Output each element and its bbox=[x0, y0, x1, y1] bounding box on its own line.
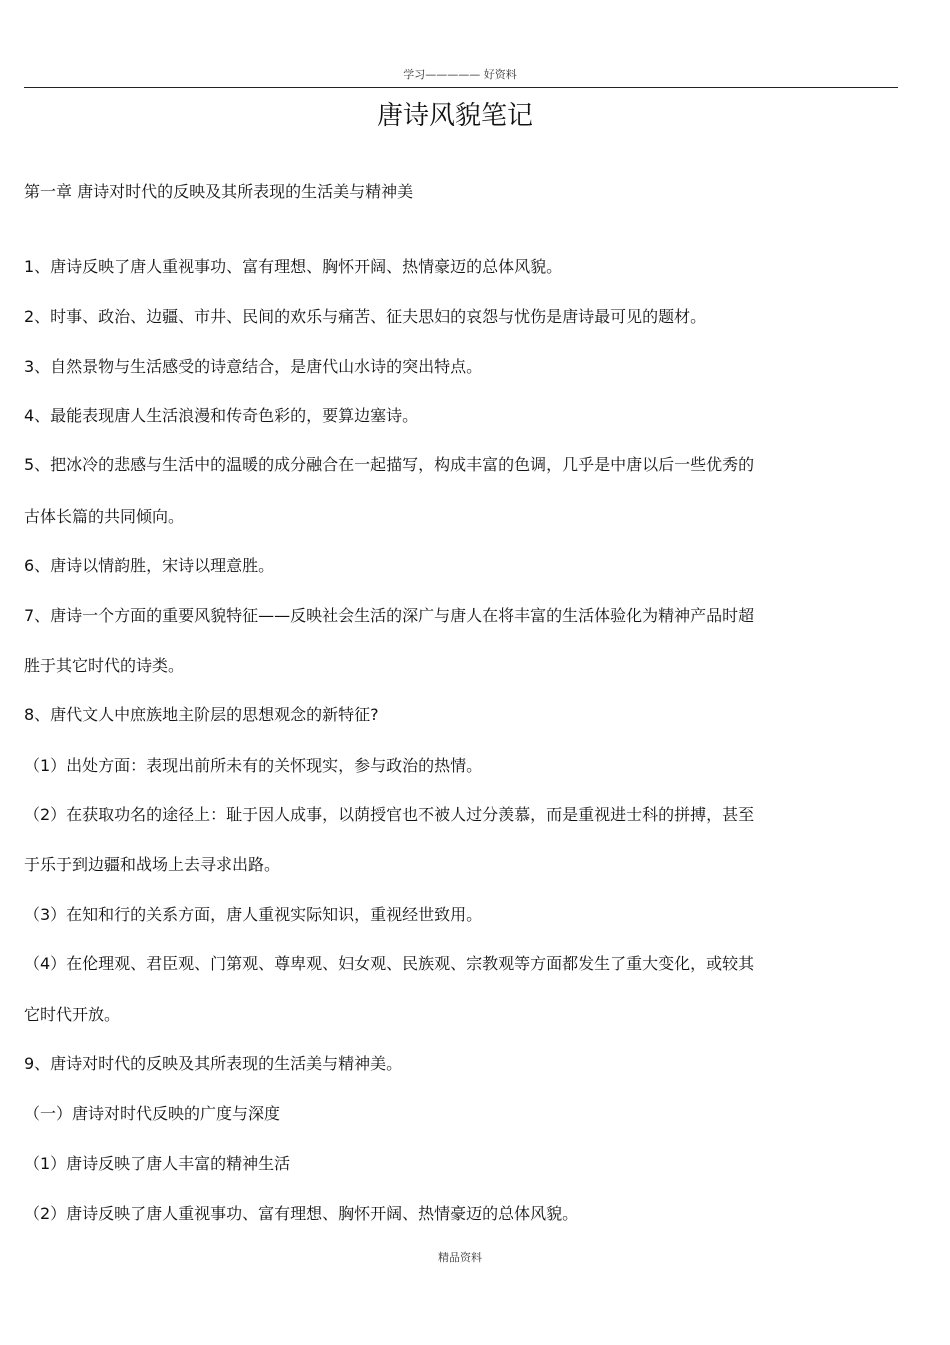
page-footer: 精品资料 bbox=[438, 1251, 482, 1264]
body-line: 8、唐代文人中庶族地主阶层的思想观念的新特征? bbox=[24, 705, 379, 724]
body-line: 于乐于到边疆和战场上去寻求出路。 bbox=[24, 855, 281, 874]
body-line: 6、唐诗以情韵胜，宋诗以理意胜。 bbox=[24, 556, 275, 575]
body-line: 9、唐诗对时代的反映及其所表现的生活美与精神美。 bbox=[24, 1054, 403, 1073]
body-line: 7、唐诗一个方面的重要风貌特征——反映社会生活的深广与唐人在将丰富的生活体验化为精神产品时超 bbox=[24, 606, 755, 625]
body-line: 古体长篇的共同倾向。 bbox=[24, 507, 185, 526]
body-line: 它时代开放。 bbox=[24, 1005, 121, 1024]
chapter-heading: 第一章 唐诗对时代的反映及其所表现的生活美与精神美 bbox=[24, 182, 414, 201]
body-line: 4、最能表现唐人生活浪漫和传奇色彩的，要算边塞诗。 bbox=[24, 406, 419, 425]
body-line: 2、时事、政治、边疆、市井、民间的欢乐与痛苦、征夫思妇的哀怨与忧伤是唐诗最可见的题材。 bbox=[24, 307, 707, 326]
body-line: 3、自然景物与生活感受的诗意结合，是唐代山水诗的突出特点。 bbox=[24, 357, 483, 376]
body-line: 1、唐诗反映了唐人重视事功、富有理想、胸怀开阔、热情豪迈的总体风貌。 bbox=[24, 257, 563, 276]
body-line: 5、把冰冷的悲感与生活中的温暖的成分融合在一起描写，构成丰富的色调，几乎是中唐以后一些优秀的 bbox=[24, 455, 755, 474]
body-line: （2）在获取功名的途径上：耻于因人成事，以荫授官也不被人过分羡慕，而是重视进士科的拼搏，甚至 bbox=[24, 805, 755, 824]
document-title: 唐诗风貌笔记 bbox=[376, 101, 533, 131]
body-line: （3）在知和行的关系方面，唐人重视实际知识，重视经世致用。 bbox=[24, 905, 483, 924]
header-text: 学习————— 好资料 bbox=[403, 68, 517, 81]
header-divider bbox=[24, 87, 898, 88]
body-line: （4）在伦理观、君臣观、门第观、尊卑观、妇女观、民族观、宗教观等方面都发生了重大变化，或较其 bbox=[24, 954, 755, 973]
body-line: （1）出处方面：表现出前所未有的关怀现实，参与政治的热情。 bbox=[24, 756, 483, 775]
body-line: （一）唐诗对时代反映的广度与深度 bbox=[24, 1104, 281, 1123]
body-line: 胜于其它时代的诗类。 bbox=[24, 656, 185, 675]
body-line: （2）唐诗反映了唐人重视事功、富有理想、胸怀开阔、热情豪迈的总体风貌。 bbox=[24, 1204, 579, 1223]
body-line: （1）唐诗反映了唐人丰富的精神生活 bbox=[24, 1154, 291, 1173]
